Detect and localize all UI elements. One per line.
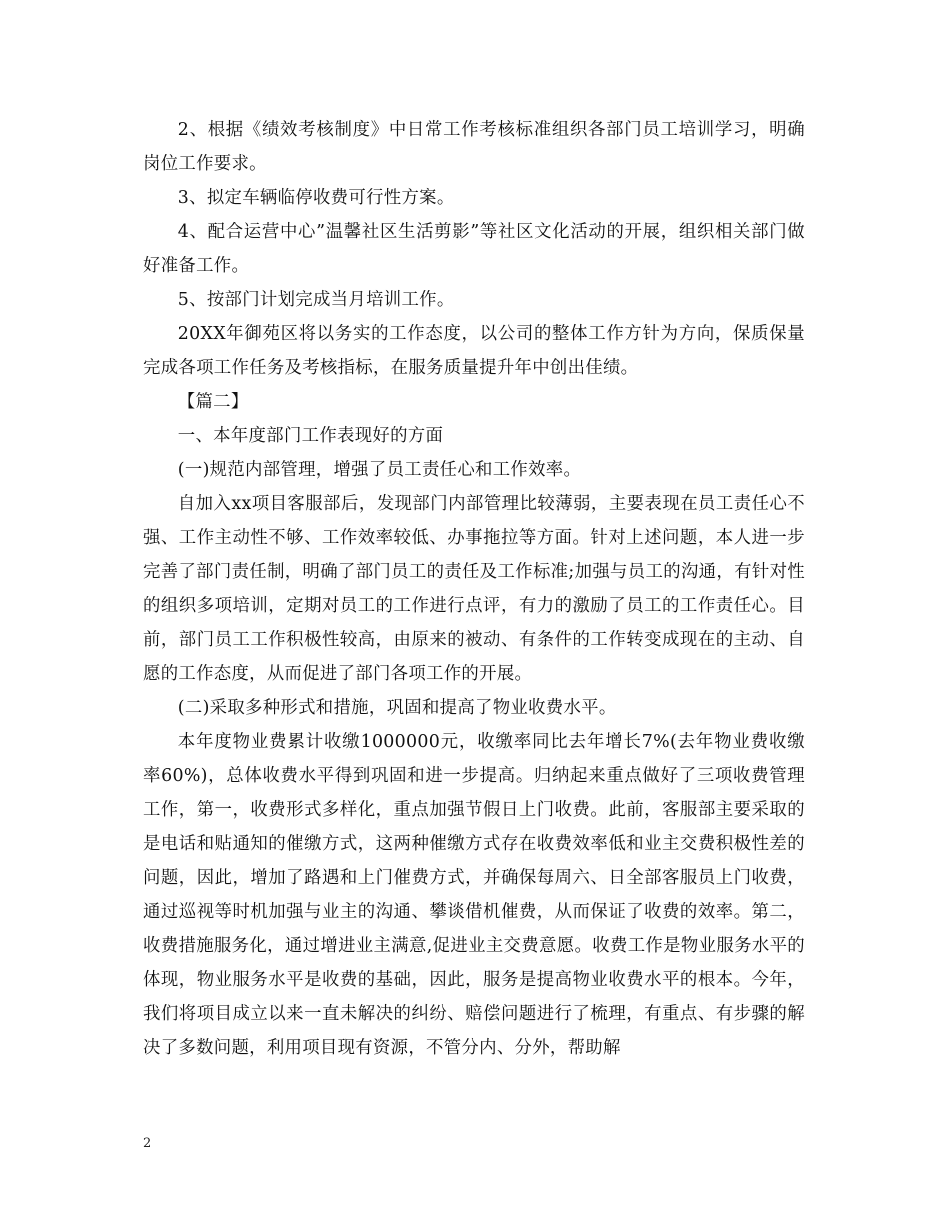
document-body: [143, 113, 805, 1065]
subheading-fee-collection: (二)采取多种形式和措施，巩固和提高了物业收费水平。: [177, 698, 617, 718]
section-heading-part-two: 【篇二】: [177, 392, 249, 412]
paragraph-item-3: 3、拟定车辆临停收费可行性方案。: [177, 188, 455, 208]
paragraph-internal-management: 自加入xx项目客服部后，发现部门内部管理比较薄弱，主要表现在员工责任心不强、工作主动性不够、工作效率较低、办事拖拉等方面。针对上述问题，本人进一步完善了部门责任制，明确了部门员工的责任及工作标准;加强与员工的沟通，有针对性的组织多项培训，定期对员工的工作进行点评，有力的激励了员工的工作责任心。目前，部门员工工作积极性较高，由原来的被动、有条件的工作转变成现在的主动、自愿的工作态度，从而促进了部门各项工作的开展。: [143, 494, 805, 684]
section-heading-good-aspects: 一、本年度部门工作表现好的方面: [177, 426, 444, 446]
paragraph-summary: 20XX年御苑区将以务实的工作态度，以公司的整体工作方针为方向，保质保量完成各项工作任务及考核指标，在服务质量提升年中创出佳绩。: [143, 324, 805, 378]
subheading-internal-management: (一)规范内部管理，增强了员工责任心和工作效率。: [177, 460, 582, 480]
paragraph-item-4: 4、配合运营中心”温馨社区生活剪影”等社区文化活动的开展，组织相关部门做好准备工作。: [143, 222, 805, 276]
paragraph-fee-collection: 本年度物业费累计收缴1000000元，收缴率同比去年增长7%(去年物业费收缴率60%)，总体收费水平得到巩固和进一步提高。归纳起来重点做好了三项收费管理工作，第一，收费形式多样化，重点加强节假日上门收费。此前，客服部主要采取的是电话和贴通知的催缴方式，这两种催缴方式存在收费效率低和业主交费积极性差的问题，因此，增加了路遇和上门催费方式，并确保每周六、日全部客服员上门收费，通过巡视等时机加强与业主的沟通、攀谈借机催费，从而保证了收费的效率。第二，收费措施服务化，通过增进业主满意,促进业主交费意愿。收费工作是物业服务水平的体现，物业服务水平是收费的基础，因此，服务是提高物业收费水平的根本。今年，我们将项目成立以来一直未解决的纠纷、赔偿问题进行了梳理，有重点、有步骤的解决了多数问题，利用项目现有资源，不管分内、分外，帮助解: [143, 732, 805, 1058]
page-number: 2: [143, 1136, 152, 1151]
paragraph-item-2: 2、根据《绩效考核制度》中日常工作考核标准组织各部门员工培训学习，明确岗位工作要求。: [143, 120, 805, 174]
paragraph-item-5: 5、按部门计划完成当月培训工作。: [177, 290, 455, 310]
